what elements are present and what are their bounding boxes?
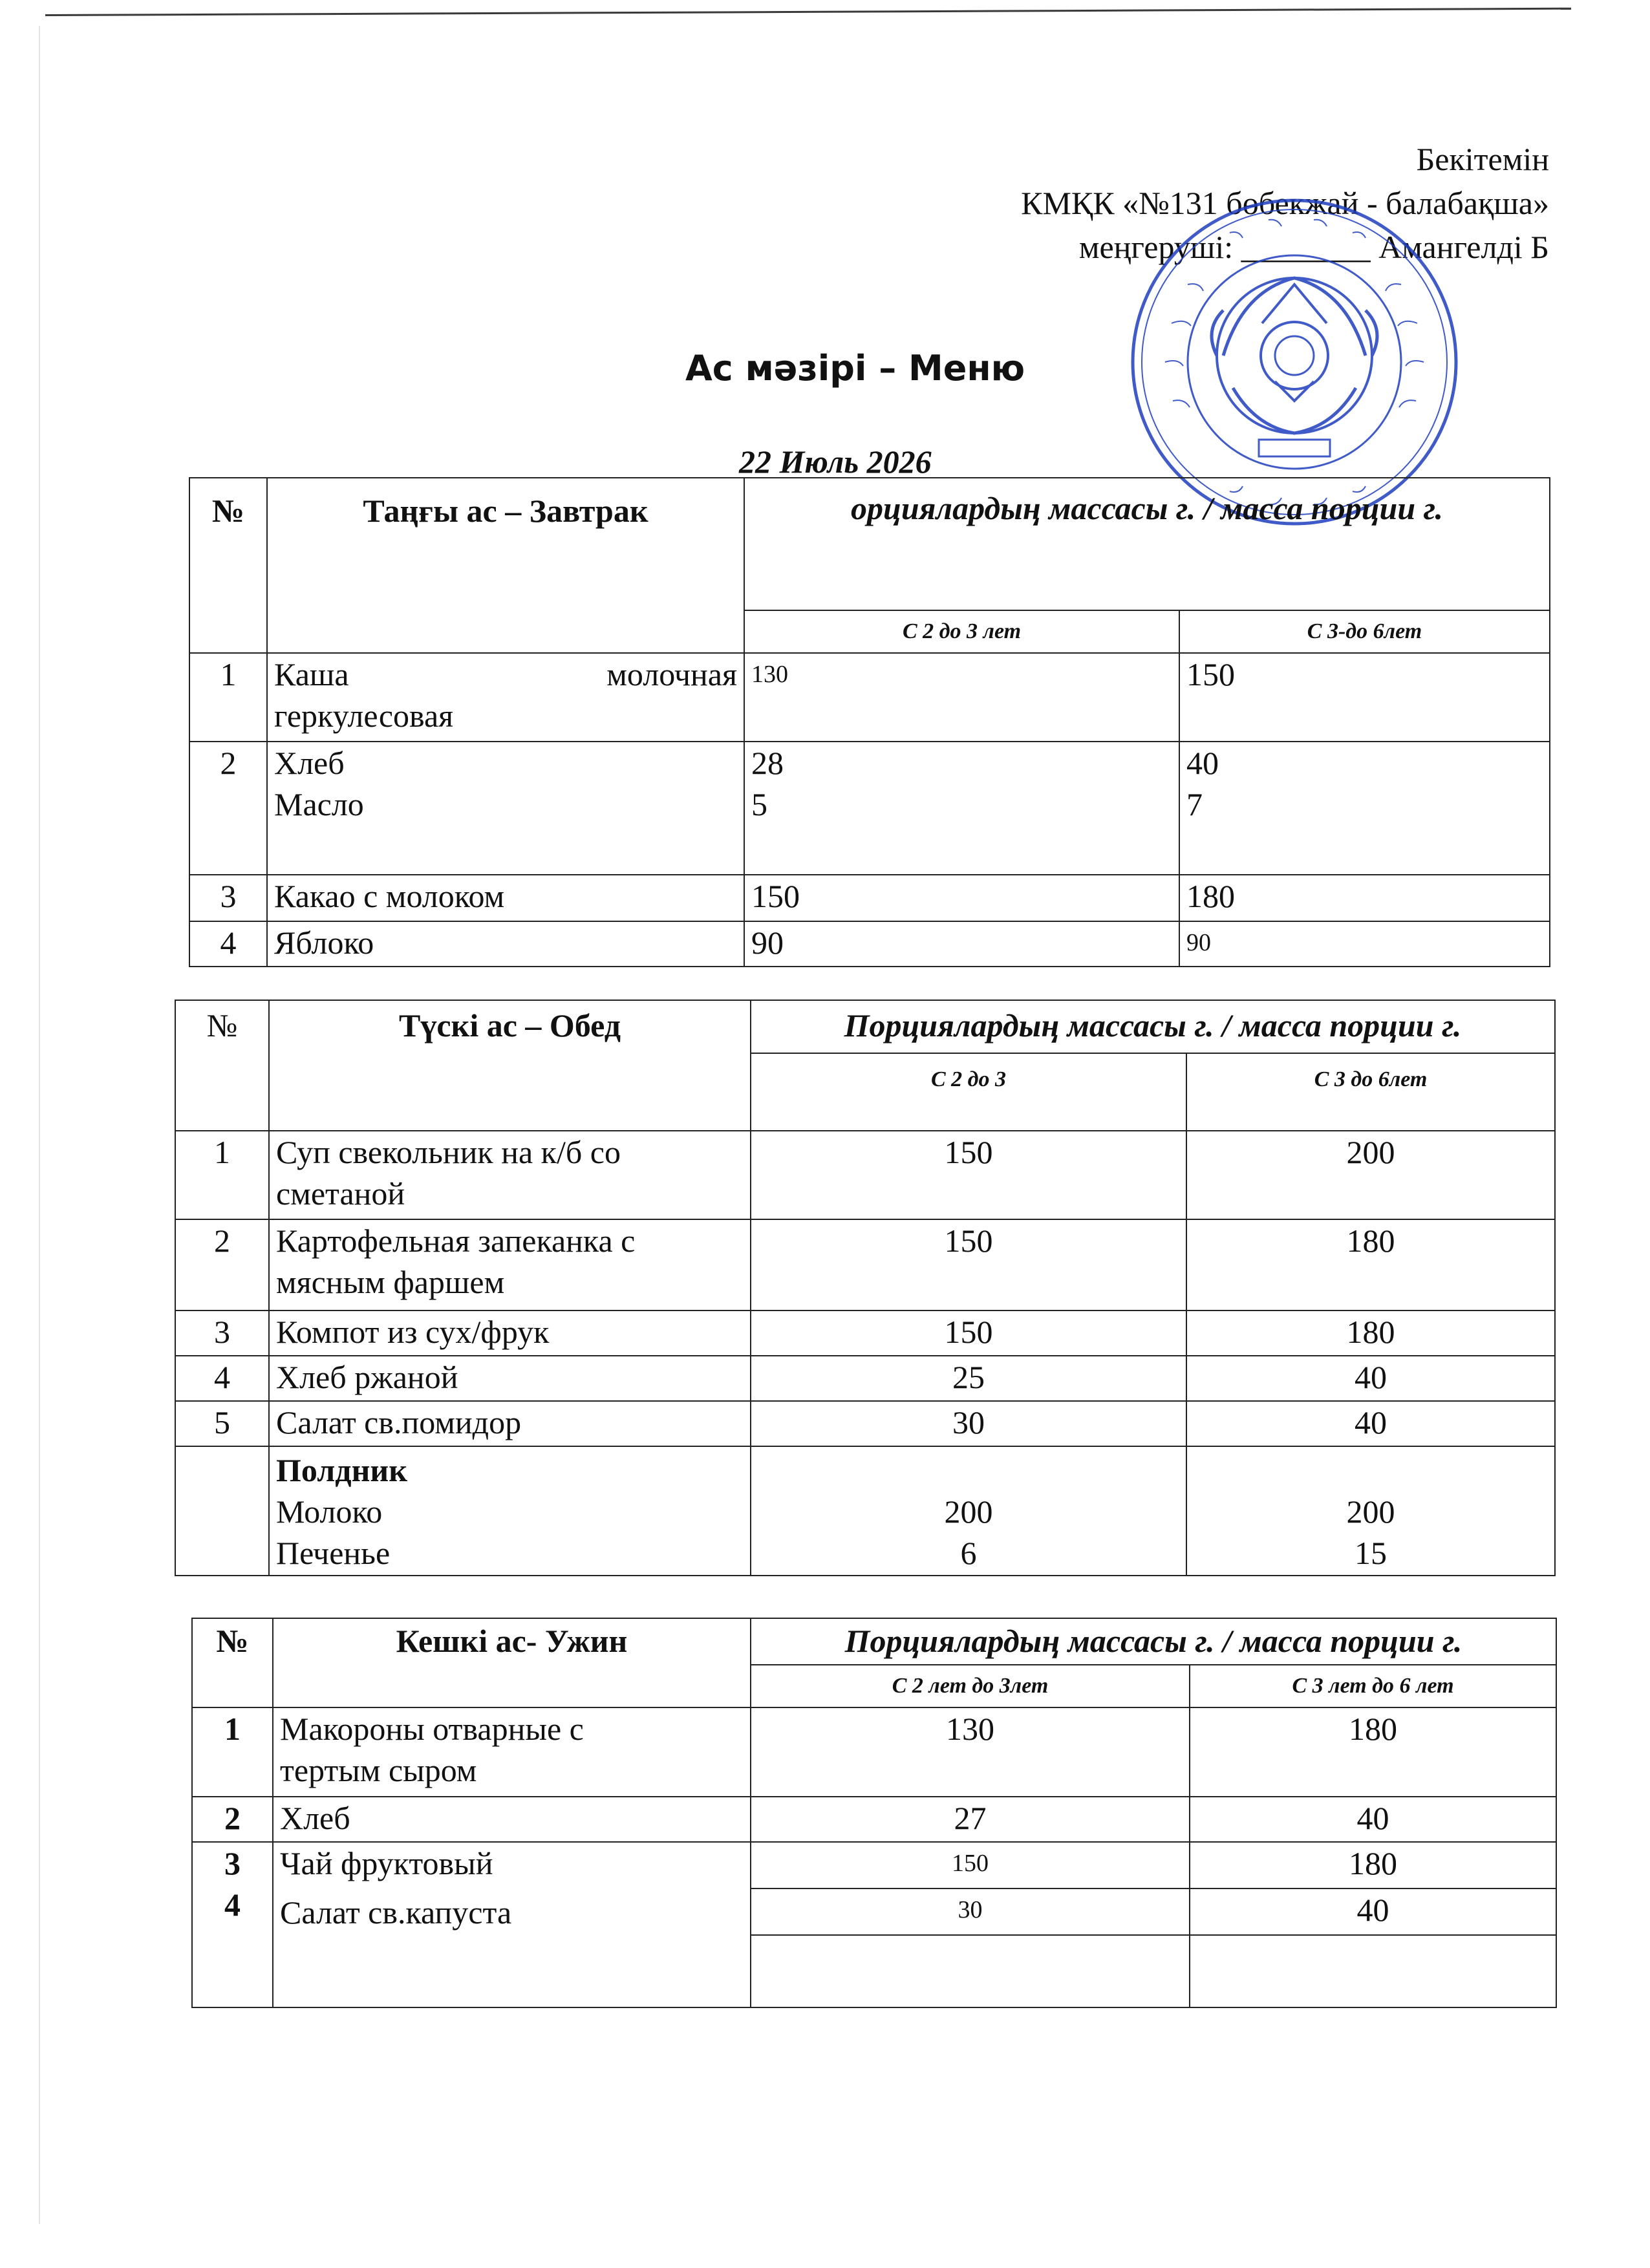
dish-name-line: Чай фруктовый — [280, 1845, 493, 1881]
dish-name: Хлеб ржаной — [269, 1356, 751, 1401]
portion-3-6: 200 — [1186, 1131, 1555, 1219]
portion-2-3: 150 — [744, 875, 1179, 921]
portion-2-3: 150 — [751, 1131, 1186, 1219]
dish-name: Хлеб — [273, 1797, 751, 1842]
portion-2-3: 30 — [751, 1888, 1190, 1935]
portion-value: 5 — [751, 786, 767, 822]
dinner-num-header: № — [192, 1618, 273, 1707]
breakfast-table — [189, 477, 1550, 967]
portion-3-6 — [1186, 1446, 1555, 1576]
row-number: 4 — [189, 921, 267, 967]
table-row — [189, 875, 1550, 921]
portion-2-3 — [744, 742, 1179, 875]
portion-value: 200 — [944, 1493, 993, 1530]
scan-border-line — [45, 8, 1571, 16]
dish-name-line: Макороны отварные с — [280, 1711, 584, 1747]
dish-name-line: Хлеб — [274, 745, 345, 781]
scan-edge — [39, 26, 40, 2224]
snack-items — [269, 1446, 751, 1576]
dish-name-word: молочная — [606, 656, 737, 692]
row-number: 1 — [175, 1131, 269, 1219]
table-row-snack — [175, 1446, 1555, 1576]
row-number-merged — [192, 1842, 273, 2007]
row-number: 2 — [189, 742, 267, 875]
dish-name — [267, 653, 744, 742]
row-number: 3 — [189, 875, 267, 921]
portion-3-6: 180 — [1186, 1311, 1555, 1356]
snack-title: Полдник — [276, 1452, 408, 1488]
table-row — [189, 921, 1550, 967]
approval-line-1: Бекітемін — [1416, 141, 1549, 177]
dinner-age-col-1: С 2 лет до 3лет — [751, 1665, 1190, 1707]
portion-3-6: 180 — [1190, 1707, 1556, 1797]
lunch-table — [175, 1000, 1556, 1576]
portion-3-6 — [1179, 742, 1550, 875]
row-number: 4 — [224, 1887, 241, 1923]
dish-name — [269, 1219, 751, 1311]
portion-3-6: 40 — [1186, 1356, 1555, 1401]
lunch-meal-header: Түскі ас – Обед — [269, 1000, 751, 1131]
dinner-mass-header: Порциялардың массасы г. / масса порции г. — [751, 1618, 1556, 1665]
dish-name: Яблоко — [267, 921, 744, 967]
lunch-age-col-1: С 2 до 3 — [751, 1053, 1186, 1131]
portion-2-3 — [751, 1446, 1186, 1576]
dish-name: Салат св.помидор — [269, 1401, 751, 1446]
breakfast-age-col-1: С 2 до 3 лет — [744, 610, 1179, 653]
row-number: 4 — [175, 1356, 269, 1401]
portion-value: 40 — [1186, 745, 1219, 781]
portion-2-3: 90 — [744, 921, 1179, 967]
dinner-age-col-2: С 3 лет до 6 лет — [1190, 1665, 1556, 1707]
dinner-table — [191, 1618, 1557, 2008]
dish-name-line: мясным фаршем — [276, 1264, 505, 1300]
dinner-meal-header: Кешкі ас- Ужин — [273, 1618, 751, 1707]
row-number: 3 — [175, 1311, 269, 1356]
portion-3-6: 180 — [1179, 875, 1550, 921]
portion-2-3: 27 — [751, 1797, 1190, 1842]
portion-2-3: 25 — [751, 1356, 1186, 1401]
table-row — [189, 653, 1550, 742]
breakfast-meal-header: Таңғы ас – Завтрак — [267, 478, 744, 653]
dish-name-line: Салат св.капуста — [280, 1894, 512, 1931]
empty-cell — [1190, 1935, 1556, 2007]
row-number: 5 — [175, 1401, 269, 1446]
row-number: 2 — [175, 1219, 269, 1311]
dish-name — [267, 742, 744, 875]
table-row — [175, 1311, 1555, 1356]
dish-name: Какао с молоком — [267, 875, 744, 921]
portion-2-3: 150 — [751, 1311, 1186, 1356]
portion-3-6: 40 — [1190, 1888, 1556, 1935]
row-number: 1 — [192, 1707, 273, 1797]
table-row — [175, 1356, 1555, 1401]
row-number: 1 — [189, 653, 267, 742]
dish-name-word: геркулесовая — [274, 698, 454, 734]
dish-name-word: Каша — [274, 656, 349, 692]
document-date: 22 Июль 2026 — [739, 444, 932, 480]
portion-3-6: 90 — [1179, 921, 1550, 967]
lunch-mass-header: Порциялардың массасы г. / масса порции г. — [751, 1000, 1555, 1053]
lunch-age-col-2: С 3 до 6лет — [1186, 1053, 1555, 1131]
portion-2-3: 150 — [751, 1842, 1190, 1888]
table-row — [192, 1842, 1556, 1888]
lunch-num-header: № — [175, 1000, 269, 1131]
portion-value: 28 — [751, 745, 784, 781]
breakfast-mass-header: орциялардың массасы г. / масса порции г. — [744, 478, 1550, 610]
portion-2-3: 130 — [744, 653, 1179, 742]
document-title: Ас мәзірі – Меню — [685, 348, 1025, 389]
dish-name-merged — [273, 1842, 751, 2007]
dish-name — [269, 1131, 751, 1219]
row-number-empty — [175, 1446, 269, 1576]
table-row — [175, 1131, 1555, 1219]
portion-3-6: 150 — [1179, 653, 1550, 742]
portion-2-3: 130 — [751, 1707, 1190, 1797]
dish-name-line: сметаной — [276, 1175, 405, 1212]
empty-cell — [751, 1935, 1190, 2007]
breakfast-age-col-2: С 3-до 6лет — [1179, 610, 1550, 653]
table-row — [175, 1401, 1555, 1446]
table-row — [192, 1707, 1556, 1797]
portion-3-6: 40 — [1186, 1401, 1555, 1446]
portion-2-3: 150 — [751, 1219, 1186, 1311]
dish-name — [273, 1707, 751, 1797]
portion-value: 6 — [960, 1535, 977, 1571]
breakfast-num-header: № — [189, 478, 267, 653]
portion-2-3: 30 — [751, 1401, 1186, 1446]
approval-line-2: КМҚК «№131 бөбекжай - балабақша» — [1021, 185, 1549, 221]
portion-3-6: 180 — [1190, 1842, 1556, 1888]
dish-name-line: тертым сыром — [280, 1752, 477, 1788]
table-row — [175, 1219, 1555, 1311]
approval-line-3: меңгеруші: ________ Амангелді Б — [1078, 229, 1549, 265]
dish-name-line: Печенье — [276, 1535, 391, 1571]
portion-3-6: 40 — [1190, 1797, 1556, 1842]
portion-value: 200 — [1346, 1493, 1395, 1530]
dish-name-line: Масло — [274, 786, 364, 822]
table-row — [192, 1797, 1556, 1842]
portion-3-6: 180 — [1186, 1219, 1555, 1311]
portion-value: 7 — [1186, 786, 1203, 822]
row-number: 2 — [192, 1797, 273, 1842]
row-number: 3 — [224, 1845, 241, 1881]
dish-name-line: Молоко — [276, 1493, 383, 1530]
dish-name-line: Картофельная запеканка с — [276, 1223, 636, 1259]
dish-name: Компот из сух/фрук — [269, 1311, 751, 1356]
table-row — [189, 742, 1550, 875]
dish-name-line: Суп свекольник на к/б со — [276, 1134, 621, 1170]
portion-value: 15 — [1355, 1535, 1387, 1571]
